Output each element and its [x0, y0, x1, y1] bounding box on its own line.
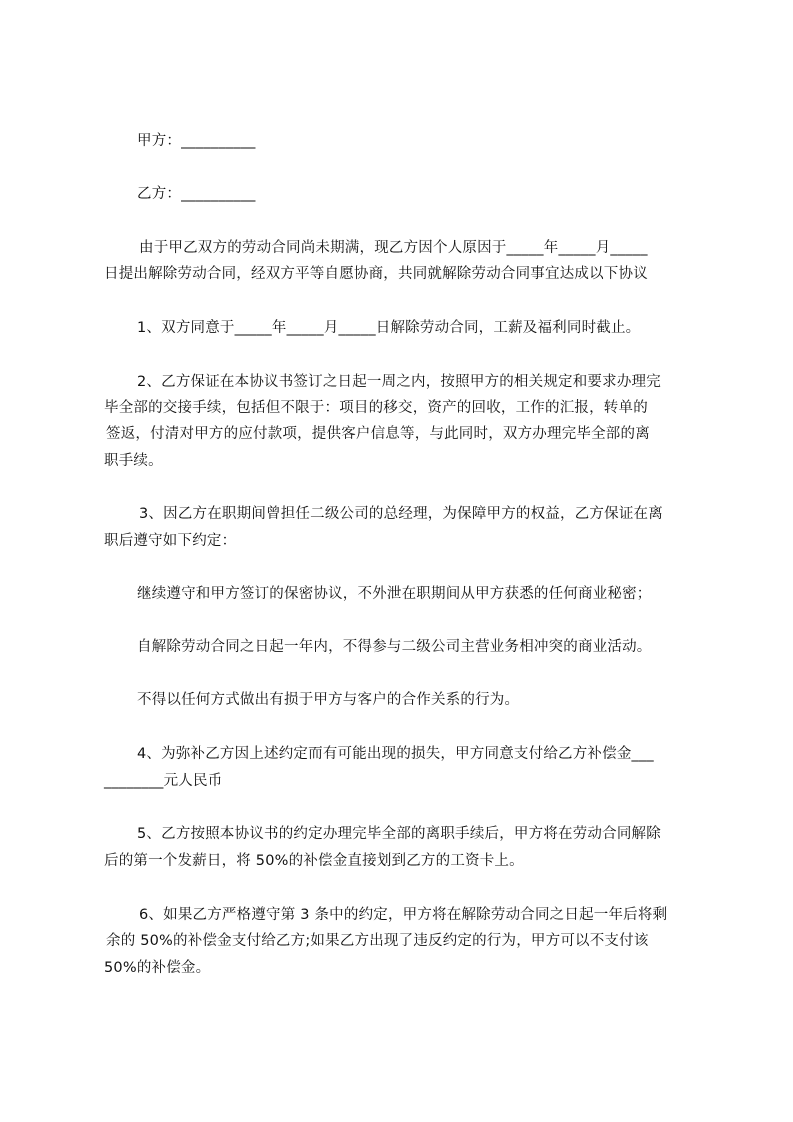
clause-6-line-1: 6、如果乙方严格遵守第 3 条中的约定，甲方将在解除劳动合同之日起一年后将剩 — [139, 907, 668, 923]
party-b-line — [137, 184, 256, 204]
party-a-blank: __________ — [181, 133, 256, 149]
intro-line-2: 日提出解除劳动合同，经双方平等自愿协商，共同就解除劳动合同事宜达成以下协议 — [104, 266, 648, 282]
clause-6-line-2: 余的 50%的补偿金支付给乙方;如果乙方出现了违反约定的行为，甲方可以不支付该 — [106, 933, 649, 949]
clause-4-line-1: 4、为弥补乙方因上述约定而有可能出现的损失，甲方同意支付给乙方补偿金___ — [137, 746, 654, 762]
clause-6-line-3: 50%的补偿金。 — [104, 960, 211, 976]
party-a-line — [137, 131, 256, 151]
clause-5-line-1: 5、乙方按照本协议书的约定办理完毕全部的离职手续后，甲方将在劳动合同解除 — [137, 826, 661, 842]
clause-2-line-1: 2、乙方保证在本协议书签订之日起一周之内，按照甲方的相关规定和要求办理完 — [137, 374, 661, 390]
clause-5-line-2: 后的第一个发薪日，将 50%的补偿金直接划到乙方的工资卡上。 — [104, 853, 524, 869]
clause-3-line-1: 3、因乙方在职期间曾担任二级公司的总经理，为保障甲方的权益，乙方保证在离 — [139, 506, 663, 522]
party-a-label: 甲方： — [137, 133, 182, 149]
intro-line-1: 由于甲乙双方的劳动合同尚未期满，现乙方因个人原因于_____年_____月_____ — [139, 240, 648, 256]
clause-3-line-2: 职后遵守如下约定： — [104, 533, 237, 549]
clause-3-item-3: 不得以任何方式做出有损于甲方与客户的合作关系的行为。 — [137, 692, 520, 708]
clause-2-line-4: 职手续。 — [104, 453, 163, 469]
party-b-blank: __________ — [181, 186, 256, 202]
clause-1-line-1: 1、双方同意于_____年_____月_____日解除劳动合同，工薪及福利同时截止。 — [137, 320, 641, 336]
clause-3-item-2: 自解除劳动合同之日起一年内，不得参与二级公司主营业务相冲突的商业活动。 — [137, 639, 652, 655]
party-b-label: 乙方： — [137, 186, 182, 202]
clause-4-line-2: ________元人民币 — [104, 773, 223, 789]
clause-2-line-2: 毕全部的交接手续，包括但不限于：项目的移交，资产的回收，工作的汇报，转单的 — [104, 400, 648, 416]
clause-3-item-1: 继续遵守和甲方签订的保密协议，不外泄在职期间从甲方获悉的任何商业秘密； — [137, 586, 652, 602]
clause-2-line-3: 签返，付清对甲方的应付款项，提供客户信息等，与此同时，双方办理完毕全部的离 — [106, 426, 650, 442]
